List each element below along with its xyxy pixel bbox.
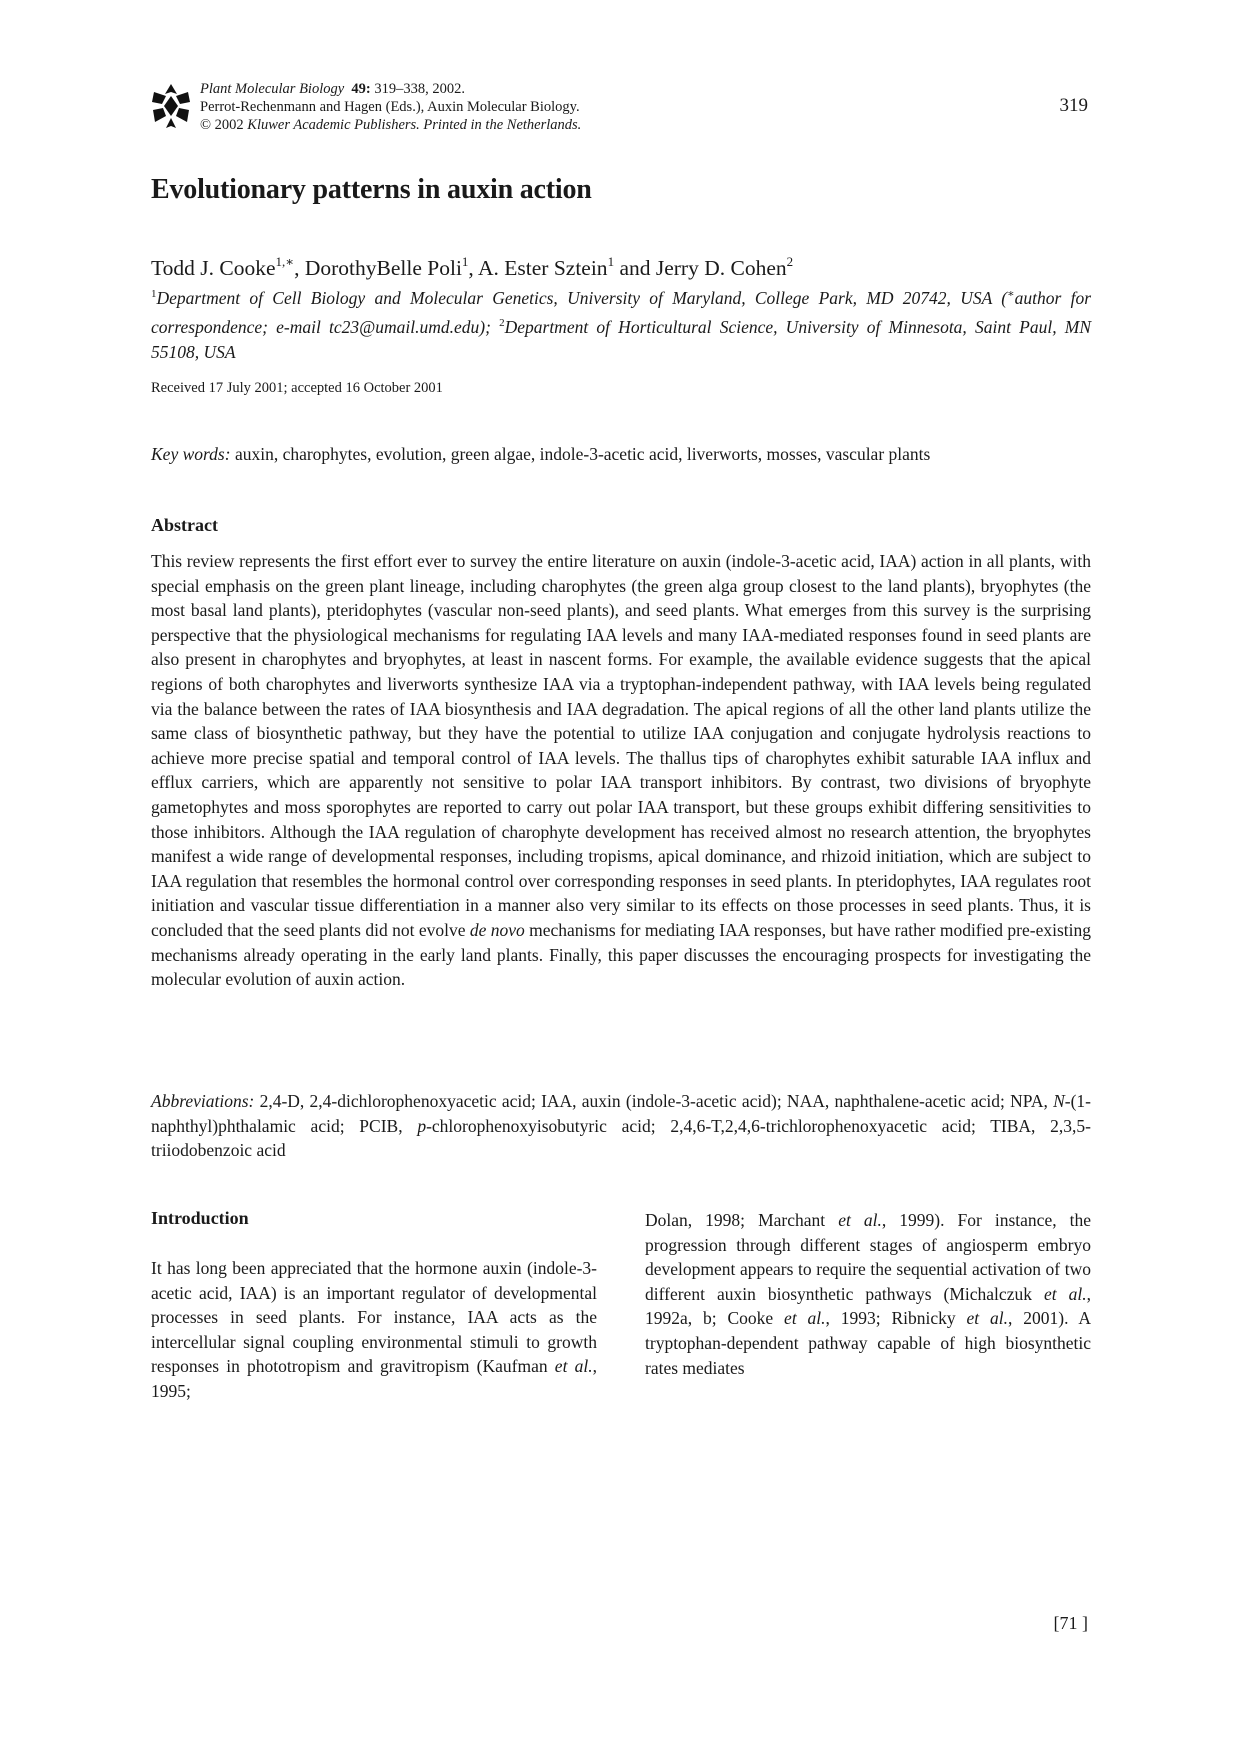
journal-pages: 319–338, 2002. xyxy=(370,81,466,97)
intro-text: Dolan, 1998; Marchant xyxy=(645,1210,839,1230)
abbreviations-text: -(1-naphthyl)phthalamic acid; PCIB, xyxy=(151,1091,1091,1136)
intro-text: , 1999). For instance, the progression through different stages of angiosperm embryo development appears to require the sequential activation of two different auxin biosynthetic pathways (Michalczuk xyxy=(645,1210,1092,1304)
abstract-text: mechanisms for mediating IAA responses, but have rather modified pre-existing mechanisms already operating in the early land plants. Finally, this paper discusses the encouraging prospects for investigating the molecular evolution of auxin action. xyxy=(151,919,1091,990)
author-name: , DorothyBelle Poli xyxy=(294,256,462,280)
paper-title: Evolutionary patterns in auxin action xyxy=(151,174,592,205)
copyright: © 2002 xyxy=(200,117,248,133)
journal-volume: 49: xyxy=(351,81,371,97)
journal-line-3 xyxy=(200,116,581,134)
intro-left-column xyxy=(151,1256,597,1404)
intro-etal: et al. xyxy=(784,1308,826,1329)
abstract-text: This review represents the first effort ever to survey the entire literature on auxin (indole-3-acetic acid, IAA) action in all plants, with special emphasis on the green plant lineage, including charophytes (the green alga group closest to the land plants), bryophytes (the most basal land plants), pteridophytes (vascular non-seed plants), and seed plants. What emerges from this survey is the surprising perspective that the physiological mechanisms for regulating IAA levels and many IAA-mediated responses found in seed plants are also present in charophytes and bryophytes, at least in nascent forms. For example, the available evidence suggests that the apical regions of both charophytes and liverworts synthesize IAA via a tryptophan-independent pathway, with IAA levels being regulated via the balance between the rates of IAA biosynthesis and IAA degradation. The apical regions of all the other land plants utilize the same class of biosynthetic pathway, but they have the potential to utilize IAA conjugation and conjugate hydrolysis reactions to achieve more precise spatial and temporal control of IAA levels. The thallus tips of charophytes exhibit saturable IAA influx and efflux carriers, which are apparently not sensitive to polar IAA transport inhibitors. By contrast, two divisions of bryophyte gametophytes and moss sporophytes are reported to carry out polar IAA transport, but these groups exhibit differing sensitivities to those inhibitors. Although the IAA regulation of charophyte development has received almost no research attention, the bryophytes manifest a wide range of developmental responses, including tropisms, apical dominance, and rhizoid initiation, which are subject to IAA regulation that resembles the hormonal control over corresponding responses in seed plants. In pteridophytes, IAA regulates root initiation and vascular tissue differentiation in a manner also very similar to its effects on those processes in seed plants. Thus, it is concluded that the seed plants did not evolve xyxy=(151,551,1091,940)
author-affil-marker: 1 xyxy=(461,254,469,269)
author-affil-marker: 2 xyxy=(786,254,794,269)
intro-etal: et al. xyxy=(1043,1283,1087,1304)
affil-marker: 1 xyxy=(151,288,157,300)
page-number: 319 xyxy=(1059,95,1088,116)
abbreviations-label: Abbreviations: xyxy=(151,1091,255,1111)
abstract-heading: Abstract xyxy=(151,515,218,535)
affil-marker: 2 xyxy=(499,317,505,329)
affil-star: ∗ xyxy=(1007,288,1015,300)
abbreviations xyxy=(151,1089,1091,1163)
intro-text: , 1992a, b; Cooke xyxy=(645,1283,1091,1329)
author-affil-marker: 1,∗ xyxy=(275,254,295,269)
author-name: and Jerry D. Cohen xyxy=(614,256,787,280)
intro-etal: et al. xyxy=(554,1356,593,1377)
abbreviations-italic: N xyxy=(1053,1091,1065,1111)
intro-right-column xyxy=(645,1208,1091,1380)
affil-text: Department of Cell Biology and Molecular Genetics, University of Maryland, College Park, MD 20742, USA ( xyxy=(156,288,1008,308)
keywords xyxy=(151,444,930,465)
intro-text: It has long been appreciated that the hormone auxin (indole-3-acetic acid, IAA) is an important regulator of developmental processes in seed plants. For instance, IAA acts as the intercellular signal coupling environmental stimuli to growth responses in phototropism and gravitropism (Kaufman xyxy=(151,1258,597,1377)
journal-citation xyxy=(200,80,581,134)
affil-text: author for correspondence; e-mail tc23@umail.umd.edu); xyxy=(151,288,1091,337)
intro-etal: et al. xyxy=(838,1210,882,1230)
intro-text: , 2001). A tryptophan-dependent pathway capable of high biosynthetic rates mediates xyxy=(645,1308,1091,1378)
keywords-label: Key words: xyxy=(151,444,231,464)
introduction-heading: Introduction xyxy=(151,1208,249,1228)
abstract-body xyxy=(151,549,1091,992)
author-list xyxy=(151,254,793,281)
publisher: Kluwer Academic Publishers. Printed in the Netherlands. xyxy=(247,117,582,133)
affil-text: Department of Horticultural Science, University of Minnesota, Saint Paul, MN 55108, USA xyxy=(151,317,1092,362)
journal-name: Plant Molecular Biology xyxy=(200,81,345,97)
abbreviations-italic: p xyxy=(417,1115,427,1136)
keywords-text: auxin, charophytes, evolution, green algae, indole-3-acetic acid, liverworts, mosses, vascular plants xyxy=(230,444,931,464)
author-affil-marker: 1 xyxy=(607,254,615,269)
abbreviations-text: 2,4-D, 2,4-dichlorophenoxyacetic acid; IAA, auxin (indole-3-acetic acid); NAA, naphthalene-acetic acid; NPA, xyxy=(254,1091,1054,1111)
received-dates: Received 17 July 2001; accepted 16 October 2001 xyxy=(151,380,443,396)
affiliations xyxy=(151,282,1091,365)
intro-text: , 1995; xyxy=(151,1356,597,1401)
intro-text: , 1993; Ribnicky xyxy=(825,1308,967,1329)
intro-etal: et al. xyxy=(966,1308,1009,1329)
abstract-emphasis: de novo xyxy=(469,919,525,940)
author-name: , A. Ester Sztein xyxy=(468,256,608,280)
author-name: Todd J. Cooke xyxy=(151,256,276,280)
abbreviations-text: -chlorophenoxyisobutyric acid; 2,4,6-T,2,4,6-trichlorophenoxyacetic acid; TIBA, 2,3,5-triiodobenzoic acid xyxy=(151,1115,1091,1161)
journal-editors: Perrot-Rechenmann and Hagen (Eds.), Auxin Molecular Biology. xyxy=(200,99,580,115)
publisher-logo-icon xyxy=(150,82,192,130)
page-marker: [71 ] xyxy=(1053,1613,1088,1633)
journal-line-1 xyxy=(200,80,581,98)
